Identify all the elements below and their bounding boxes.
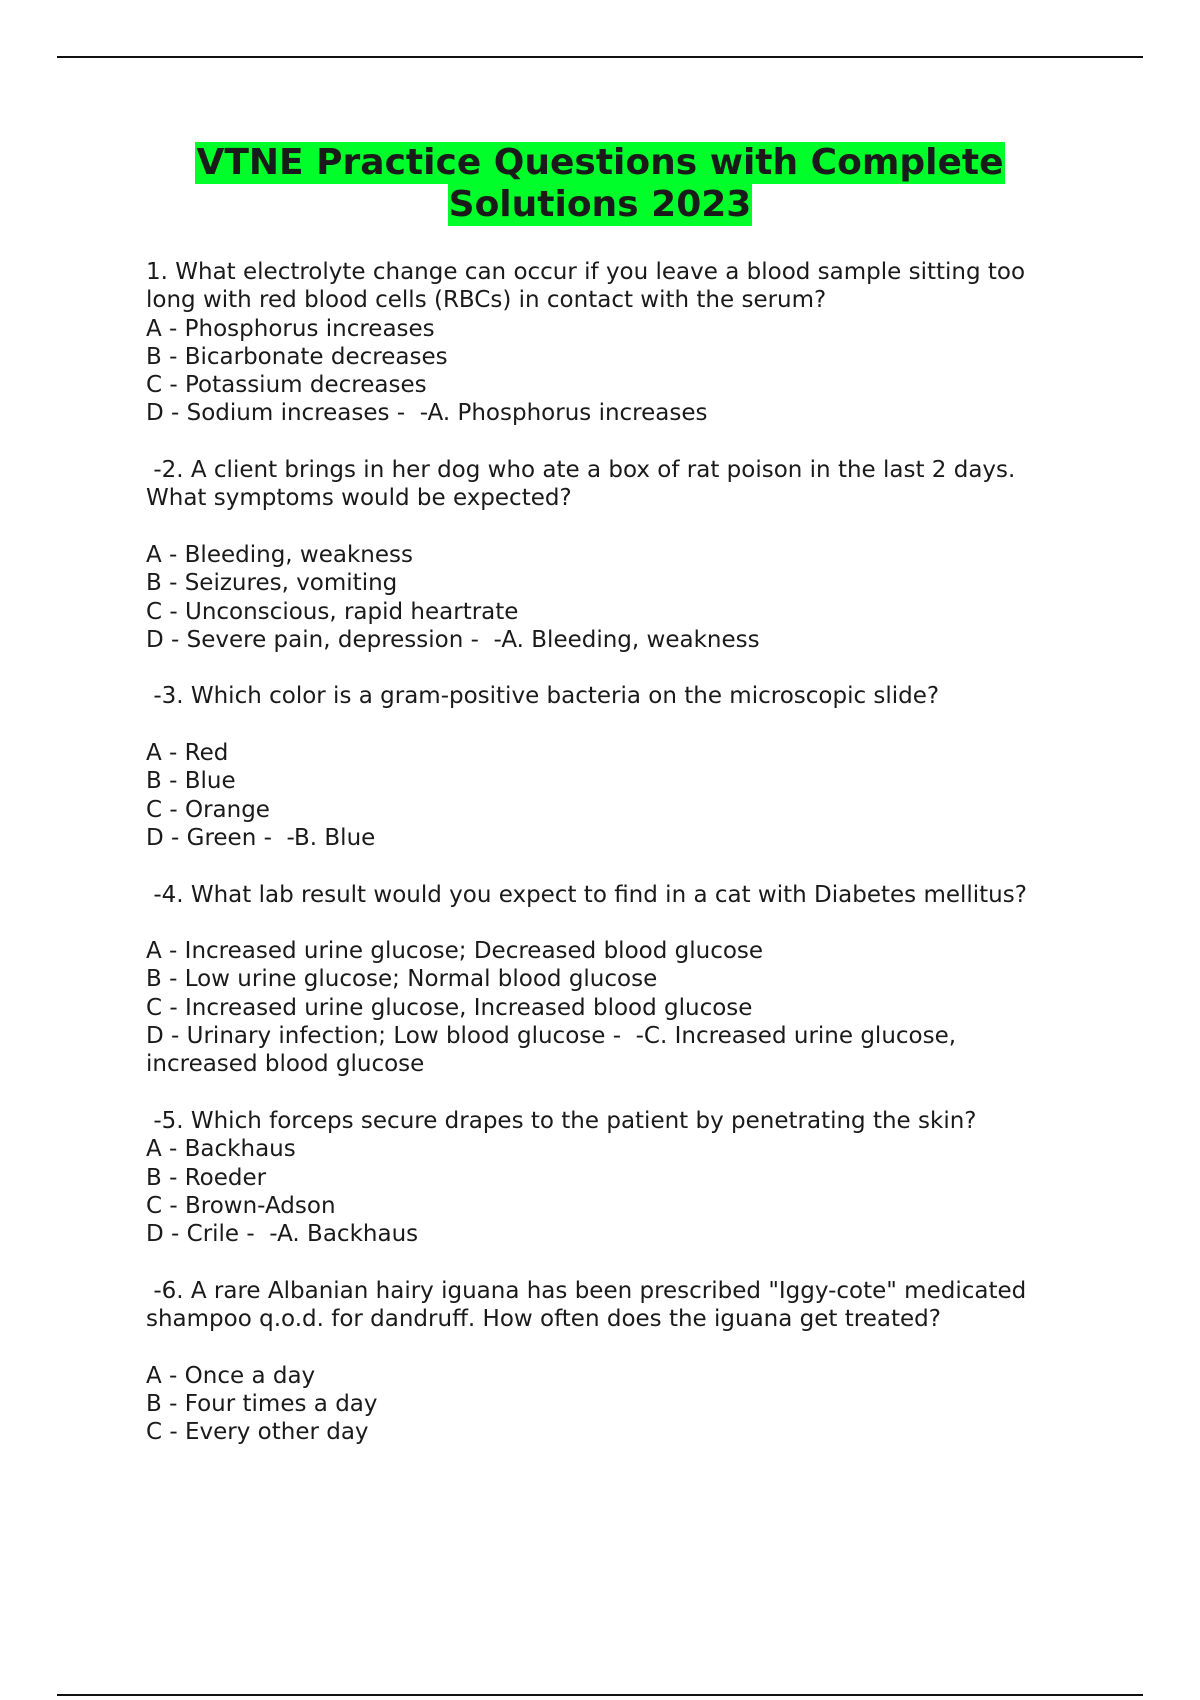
prompt-gap [146, 909, 1086, 937]
answer-option: B - Bicarbonate decreases [146, 343, 448, 370]
question-block [146, 258, 1086, 428]
question-prompt-line: long with red blood cells (RBCs) in contact with the serum? [146, 287, 827, 314]
question-block [146, 1107, 1086, 1248]
answer-option: A - Backhaus [146, 1136, 296, 1163]
prompt-gap [146, 711, 1086, 739]
question-separator [146, 1079, 1086, 1107]
questions-body [146, 258, 1086, 1446]
question-block [146, 881, 1086, 1079]
question-separator [146, 654, 1086, 682]
document-title [0, 142, 1200, 226]
answer-option: A - Once a day [146, 1362, 316, 1389]
top-rule [57, 56, 1143, 58]
question-separator [146, 1248, 1086, 1276]
question-prompt-line: shampoo q.o.d. for dandruff. How often does the iguana get treated? [146, 1305, 941, 1332]
bottom-rule [57, 1694, 1143, 1696]
answer-option: D - Green - -B. Blue [146, 824, 376, 851]
answer-option: A - Red [146, 740, 229, 767]
answer-option: B - Roeder [146, 1164, 267, 1191]
answer-option: A - Bleeding, weakness [146, 541, 413, 568]
answer-option: A - Increased urine glucose; Decreased blood glucose [146, 938, 764, 965]
answer-option: D - Crile - -A. Backhaus [146, 1221, 419, 1248]
prompt-gap [146, 513, 1086, 541]
answer-option: increased blood glucose [146, 1051, 425, 1078]
answer-option: C - Orange [146, 796, 270, 823]
title-line-1: VTNE Practice Questions with Complete [196, 142, 1004, 183]
answer-option: C - Brown-Adson [146, 1192, 336, 1219]
question-block [146, 1277, 1086, 1447]
answer-option: D - Severe pain, depression - -A. Bleeding, weakness [146, 626, 760, 653]
question-block [146, 456, 1086, 654]
prompt-gap [146, 1333, 1086, 1361]
answer-option: C - Increased urine glucose, Increased blood glucose [146, 994, 753, 1021]
question-separator [146, 852, 1086, 880]
answer-option: D - Urinary infection; Low blood glucose - -C. Increased urine glucose, [146, 1023, 957, 1050]
question-prompt-line: -5. Which forceps secure drapes to the patient by penetrating the skin? [146, 1107, 977, 1134]
question-prompt-line: -4. What lab result would you expect to find in a cat with Diabetes mellitus? [146, 881, 1027, 908]
answer-option: A - Phosphorus increases [146, 315, 435, 342]
answer-option: C - Unconscious, rapid heartrate [146, 598, 519, 625]
question-prompt-line: What symptoms would be expected? [146, 485, 572, 512]
question-prompt-line: 1. What electrolyte change can occur if you leave a blood sample sitting too [146, 259, 1026, 285]
question-prompt-line: -3. Which color is a gram-positive bacteria on the microscopic slide? [146, 683, 940, 710]
answer-option: B - Blue [146, 768, 236, 795]
answer-option: B - Four times a day [146, 1390, 378, 1417]
question-separator [146, 428, 1086, 456]
answer-option: B - Low urine glucose; Normal blood glucose [146, 966, 658, 993]
answer-option: B - Seizures, vomiting [146, 570, 398, 597]
answer-option: C - Every other day [146, 1419, 369, 1446]
question-prompt-line: -6. A rare Albanian hairy iguana has been prescribed "Iggy-cote" medicated [146, 1277, 1027, 1304]
question-prompt-line: -2. A client brings in her dog who ate a box of rat poison in the last 2 days. [146, 457, 1016, 484]
title-line-2: Solutions 2023 [448, 184, 752, 225]
question-block [146, 682, 1086, 852]
answer-option: C - Potassium decreases [146, 372, 427, 399]
answer-option: D - Sodium increases - -A. Phosphorus increases [146, 400, 708, 427]
